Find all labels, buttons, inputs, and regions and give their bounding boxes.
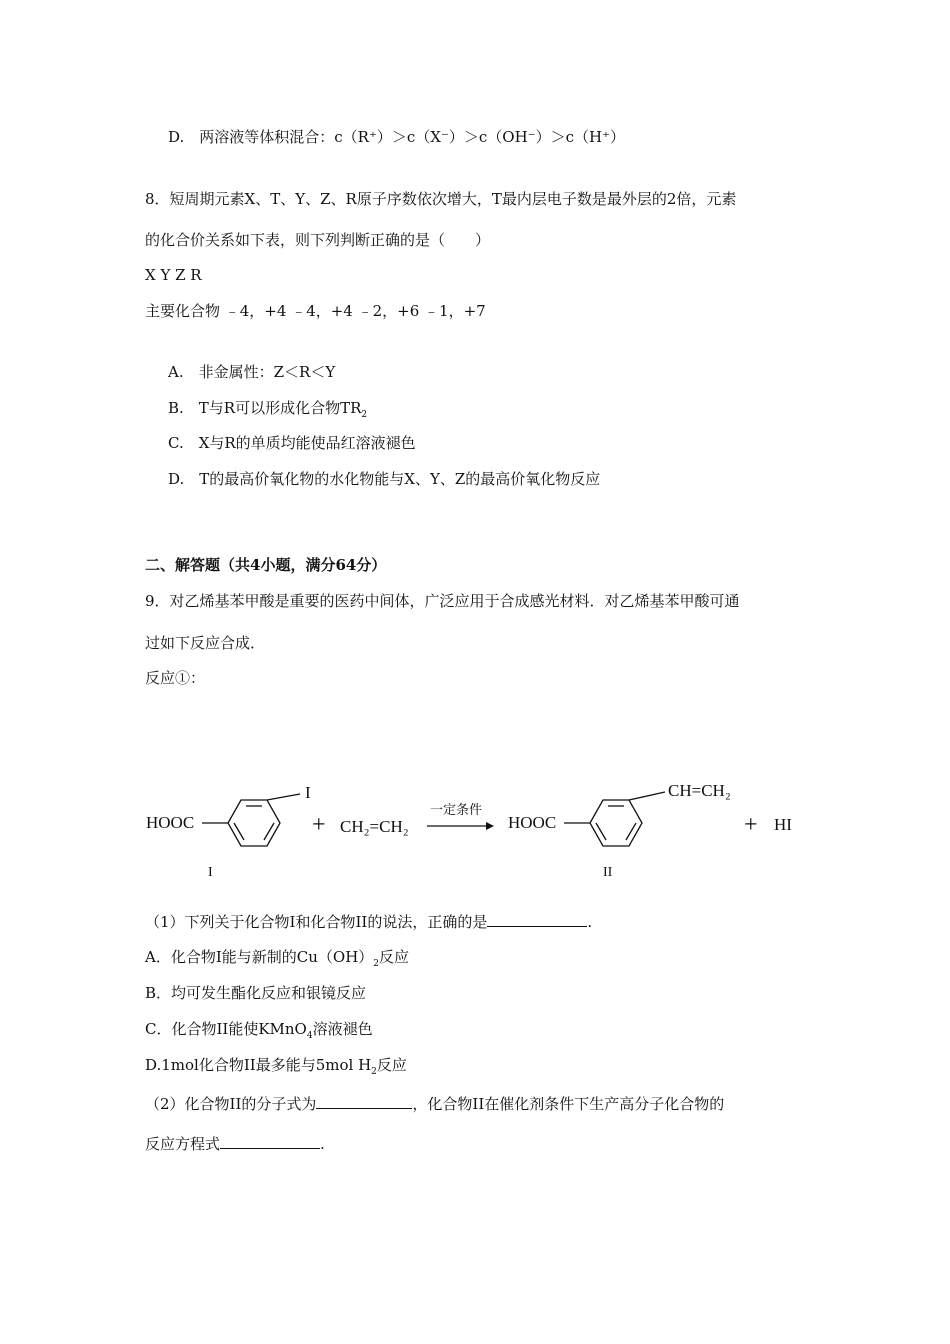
arrow-head-icon [486, 822, 494, 830]
q9-option-c [145, 1018, 373, 1047]
benzene-ring-2 [590, 800, 642, 846]
q7-option-d: D. 两溶液等体积混合：c（R⁺）＞c（X⁻）＞c（OH⁻）＞c（H⁺） [168, 128, 625, 146]
subscript: 2 [371, 1067, 377, 1077]
period: . [587, 913, 593, 931]
q9-option-b: B．均可发生酯化反应和银镜反应 [145, 984, 367, 1002]
subscript: 2 [373, 959, 380, 969]
q9-option-a-text: A．化合物I能与新制的Cu（OH） [145, 948, 374, 966]
subscript: 4 [306, 1031, 313, 1041]
answer-blank[interactable] [316, 1092, 412, 1109]
q8-table-row: 主要化合物 ﹣4，+4 ﹣4，+4 ﹣2，+6 ﹣1，+7 [145, 302, 486, 320]
q9-part1-text: （1）下列关于化合物I和化合物II的说法，正确的是 [145, 913, 488, 931]
q8-option-b [168, 397, 367, 426]
plus-sign: + [744, 812, 758, 838]
q9-option-c-text: C．化合物II能使KMnO [145, 1020, 307, 1038]
q8-option-d: D. T的最高价氧化物的水化物能与X、Y、Z的最高价氧化物反应 [168, 470, 601, 488]
answer-blank[interactable] [220, 1132, 320, 1149]
plus-sign: + [312, 812, 326, 838]
q9-option-d-end: 反应 [376, 1056, 407, 1074]
q8-option-c: C. X与R的单质均能使品红溶液褪色 [168, 434, 416, 452]
section-heading: 二、解答题（共4小题，满分64分） [145, 556, 387, 574]
answer-blank[interactable] [487, 910, 587, 927]
q8-option-a: A. 非金属性：Z＜R＜Y [168, 363, 336, 381]
compound-label-1: I [208, 865, 213, 880]
q9-part1 [145, 910, 592, 933]
reaction-scheme [140, 770, 820, 880]
q9-part2-text-c: 反应方程式 [145, 1135, 221, 1153]
ethylene: CH₂=CH₂ [340, 817, 409, 836]
reactant-hooc: HOOC [146, 813, 195, 832]
q8-table-header: X Y Z R [145, 266, 202, 284]
q9-option-a-end: 反应 [379, 948, 410, 966]
product-hooc: HOOC [508, 813, 557, 832]
hydrogen-iodide: HI [774, 815, 792, 834]
period: . [320, 1135, 325, 1153]
q9-part2-line1 [145, 1092, 724, 1115]
reaction-label: 反应①： [145, 669, 206, 687]
reaction-condition: 一定条件 [430, 803, 483, 818]
q9-option-a [145, 946, 409, 975]
q8-stem-line1: 8．短周期元素X、T、Y、Z、R原子序数依次增大，T最内层电子数是最外层的2倍，元素 [145, 190, 737, 208]
vinyl-group: CH=CH₂ [668, 781, 731, 800]
iodine-substituent: I [305, 783, 311, 802]
compound-label-2: II [603, 865, 613, 880]
q9-part2-line2 [145, 1132, 325, 1155]
q9-part2-text-b: ，化合物II在催化剂条件下生产高分子化合物的 [412, 1095, 725, 1113]
q9-stem-line2: 过如下反应合成． [145, 634, 266, 652]
q8-stem-line2: 的化合价关系如下表，则下列判断正确的是（ ） [145, 231, 491, 249]
subscript: 2 [361, 410, 368, 420]
benzene-ring-1 [228, 800, 280, 846]
q8-option-b-text: B. T与R可以形成化合物TR [168, 399, 362, 417]
q9-stem-line1: 9．对乙烯基苯甲酸是重要的医药中间体，广泛应用于合成感光材料．对乙烯基苯甲酸可通 [145, 592, 740, 610]
q9-option-d-text: D.1mol化合物II最多能与5mol H [145, 1056, 372, 1074]
q9-part2-text-a: （2）化合物II的分子式为 [145, 1095, 317, 1113]
q9-option-d [145, 1054, 407, 1083]
q9-option-c-end: 溶液褪色 [312, 1020, 373, 1038]
